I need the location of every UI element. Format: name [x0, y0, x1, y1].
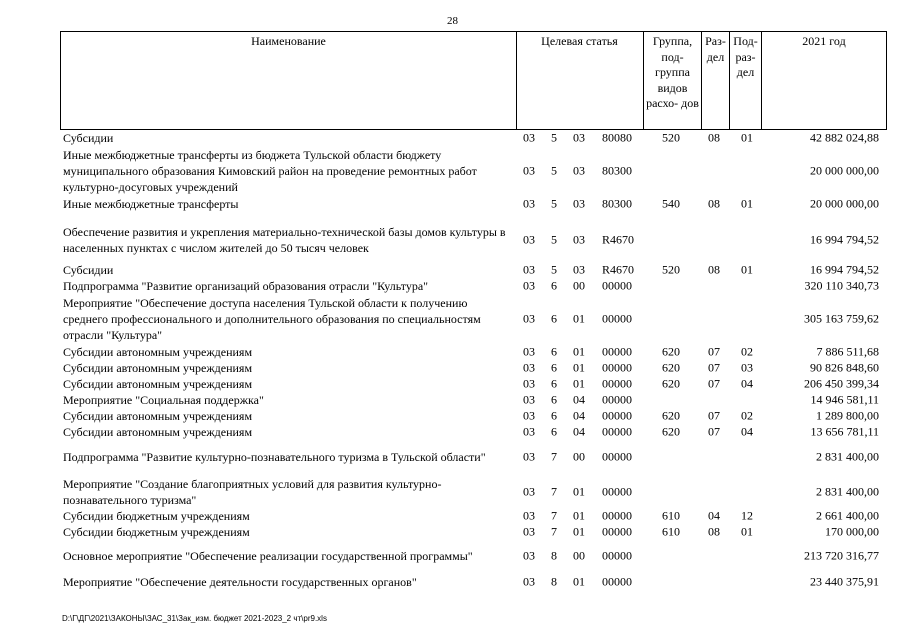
- row-code-c1: 03: [523, 360, 535, 375]
- table-header: [60, 31, 887, 130]
- row-code-c3: 00: [573, 449, 585, 464]
- row-code-c4: 00000: [602, 449, 632, 464]
- table-row: [0, 360, 905, 376]
- row-code-c1: 03: [523, 574, 535, 589]
- row-amount: 14 946 581,11: [810, 392, 879, 407]
- row-code-c4: 00000: [602, 392, 632, 407]
- row-code-c3: 03: [573, 196, 585, 211]
- row-code-c2: 7: [551, 524, 557, 539]
- table-row: [0, 376, 905, 392]
- row-code-c3: 03: [573, 163, 585, 178]
- table-row: [0, 278, 905, 294]
- row-name: Мероприятие "Создание благоприятных условий для развития культурно-познавательного туризма": [63, 476, 442, 507]
- row-code-c3: 04: [573, 408, 585, 423]
- row-code-c7: 01: [741, 524, 753, 539]
- row-code-c5: 520: [662, 262, 680, 277]
- row-amount: 2 661 400,00: [816, 508, 879, 523]
- row-code-c1: 03: [523, 449, 535, 464]
- row-code-c1: 03: [523, 408, 535, 423]
- row-code-c5: 620: [662, 360, 680, 375]
- row-code-c2: 7: [551, 508, 557, 523]
- header-subsection: Под- раз- дел: [733, 34, 758, 79]
- row-code-c4: 00000: [602, 408, 632, 423]
- row-code-c5: 620: [662, 344, 680, 359]
- row-code-c3: 01: [573, 574, 585, 589]
- row-code-c7: 03: [741, 360, 753, 375]
- header-section: Раз- дел: [705, 34, 726, 64]
- row-code-c1: 03: [523, 196, 535, 211]
- row-name: Субсидии автономным учреждениям: [63, 345, 253, 359]
- row-amount: 2 831 400,00: [816, 449, 879, 464]
- row-code-c3: 01: [573, 484, 585, 498]
- page-number: 28: [447, 15, 458, 27]
- file-path-footer: D:\Г\ДГ\2021\ЗАКОНЫ\ЗАС_31\Зак_изм. бюджет 2021-2023_2 чт\pr9.xls: [62, 614, 327, 623]
- row-name: Субсидии: [63, 263, 114, 277]
- row-code-c2: 6: [551, 311, 557, 326]
- row-name: Субсидии автономным учреждениям: [63, 409, 253, 423]
- row-name: Субсидии автономным учреждениям: [63, 425, 253, 439]
- row-name: Мероприятие "Социальная поддержка": [63, 393, 264, 407]
- row-name: Иные межбюджетные трансферты: [63, 197, 239, 211]
- row-code-c1: 03: [523, 484, 535, 498]
- row-code-c2: 7: [551, 449, 557, 464]
- row-code-c6: 07: [708, 360, 720, 375]
- row-name: Обеспечение развития и укрепления материально-технической базы домов культуры в населенных пунктах с числом жителей до 50 тысяч человек: [63, 225, 506, 255]
- row-code-c6: 08: [708, 262, 720, 277]
- row-code-c4: 80300: [602, 196, 632, 211]
- header-name: Наименование: [251, 34, 326, 48]
- row-code-c1: 03: [523, 508, 535, 523]
- table-row: [0, 196, 905, 212]
- row-code-c4: 00000: [602, 484, 632, 498]
- row-code-c5: 620: [662, 376, 680, 391]
- row-code-c1: 03: [523, 344, 535, 359]
- row-code-c2: 6: [551, 278, 557, 293]
- row-name: Субсидии автономным учреждениям: [63, 361, 253, 375]
- row-amount: 90 826 848,60: [810, 360, 879, 375]
- row-code-c3: 03: [573, 130, 585, 145]
- row-code-c3: 01: [573, 508, 585, 523]
- row-code-c4: 00000: [602, 311, 632, 326]
- row-code-c4: 00000: [602, 344, 632, 359]
- row-code-c4: 80080: [602, 130, 632, 145]
- row-code-c3: 01: [573, 311, 585, 326]
- row-code-c5: 620: [662, 424, 680, 439]
- row-code-c1: 03: [523, 278, 535, 293]
- row-amount: 42 882 024,88: [810, 130, 879, 145]
- header-group: Группа, под- группа видов расхо- дов: [646, 34, 699, 110]
- table-row: [0, 475, 905, 508]
- row-code-c3: 00: [573, 548, 585, 563]
- row-code-c4: 00000: [602, 424, 632, 439]
- row-code-c4: 00000: [602, 508, 632, 523]
- row-name: Мероприятие "Обеспечение доступа населения Тульской области к получению среднего профессионального и дополнительного образования по специальностям отрасли "Культура": [63, 296, 481, 342]
- row-amount: 1 289 800,00: [816, 408, 879, 423]
- row-code-c4: 00000: [602, 524, 632, 539]
- row-code-c4: 00000: [602, 360, 632, 375]
- row-code-c2: 6: [551, 360, 557, 375]
- row-code-c1: 03: [523, 311, 535, 326]
- row-code-c7: 02: [741, 408, 753, 423]
- table-row: [0, 344, 905, 360]
- table-row: [0, 508, 905, 524]
- row-code-c7: 04: [741, 376, 753, 391]
- row-code-c4: 00000: [602, 376, 632, 391]
- row-amount: 20 000 000,00: [810, 196, 879, 211]
- row-code-c4: 00000: [602, 574, 632, 589]
- row-code-c2: 5: [551, 130, 557, 145]
- row-code-c7: 01: [741, 196, 753, 211]
- header-year: 2021 год: [802, 34, 846, 48]
- row-code-c1: 03: [523, 262, 535, 277]
- row-code-c6: 08: [708, 130, 720, 145]
- row-code-c1: 03: [523, 524, 535, 539]
- row-code-c3: 01: [573, 524, 585, 539]
- row-code-c4: 80300: [602, 163, 632, 178]
- row-code-c2: 8: [551, 548, 557, 563]
- row-amount: 16 994 794,52: [810, 232, 879, 247]
- row-code-c1: 03: [523, 232, 535, 247]
- row-amount: 20 000 000,00: [810, 163, 879, 178]
- row-code-c2: 5: [551, 232, 557, 247]
- row-code-c1: 03: [523, 392, 535, 407]
- row-code-c6: 04: [708, 508, 720, 523]
- row-code-c3: 03: [573, 232, 585, 247]
- row-code-c4: 00000: [602, 278, 632, 293]
- row-name: Подпрограмма "Развитие культурно-познавательного туризма в Тульской области": [63, 450, 486, 464]
- row-code-c1: 03: [523, 376, 535, 391]
- row-name: Иные межбюджетные трансферты из бюджета Тульской области бюджету муниципального образования Кимовский район на проведение ремонтных работ культурно-досуговых учреждений: [63, 148, 477, 194]
- row-code-c2: 6: [551, 424, 557, 439]
- row-code-c6: 08: [708, 196, 720, 211]
- row-name: Основное мероприятие "Обеспечение реализации государственной программы": [63, 549, 473, 563]
- row-amount: 13 656 781,11: [810, 424, 879, 439]
- row-code-c3: 04: [573, 392, 585, 407]
- row-code-c6: 07: [708, 408, 720, 423]
- table-row: [0, 408, 905, 424]
- row-code-c6: 08: [708, 524, 720, 539]
- table-row: [0, 146, 905, 196]
- row-name: Мероприятие "Обеспечение деятельности государственных органов": [63, 575, 417, 589]
- row-code-c6: 07: [708, 424, 720, 439]
- row-name: Субсидии автономным учреждениям: [63, 377, 253, 391]
- row-code-c7: 01: [741, 262, 753, 277]
- header-target: Целевая статья: [541, 34, 618, 48]
- row-amount: 23 440 375,91: [810, 574, 879, 589]
- table-row: [0, 262, 905, 278]
- row-code-c2: 6: [551, 344, 557, 359]
- row-code-c3: 01: [573, 376, 585, 391]
- table-row: [0, 571, 905, 593]
- row-code-c3: 01: [573, 344, 585, 359]
- table-row: [0, 219, 905, 261]
- row-code-c2: 6: [551, 408, 557, 423]
- row-code-c2: 5: [551, 262, 557, 277]
- row-amount: 2 831 400,00: [816, 484, 879, 498]
- row-amount: 16 994 794,52: [810, 262, 879, 277]
- row-amount: 7 886 511,68: [816, 344, 879, 359]
- row-code-c1: 03: [523, 548, 535, 563]
- row-code-c4: R4670: [602, 262, 635, 277]
- row-code-c4: 00000: [602, 548, 632, 563]
- table-row: [0, 524, 905, 540]
- row-name: Субсидии: [63, 131, 114, 145]
- table-row: [0, 294, 905, 344]
- row-code-c5: 520: [662, 130, 680, 145]
- row-code-c2: 6: [551, 376, 557, 391]
- row-code-c5: 540: [662, 196, 680, 211]
- row-code-c5: 620: [662, 408, 680, 423]
- row-code-c7: 02: [741, 344, 753, 359]
- row-amount: 206 450 399,34: [804, 376, 879, 391]
- row-code-c2: 8: [551, 574, 557, 589]
- row-code-c6: 07: [708, 344, 720, 359]
- table-row: [0, 392, 905, 408]
- table-row: [0, 130, 905, 146]
- row-code-c5: 610: [662, 508, 680, 523]
- table-row: [0, 440, 905, 474]
- row-code-c7: 04: [741, 424, 753, 439]
- row-code-c1: 03: [523, 163, 535, 178]
- row-code-c7: 01: [741, 130, 753, 145]
- row-amount: 213 720 316,77: [804, 548, 879, 563]
- row-amount: 320 110 340,73: [804, 278, 879, 293]
- row-amount: 170 000,00: [825, 524, 879, 539]
- row-code-c1: 03: [523, 130, 535, 145]
- row-name: Подпрограмма "Развитие организаций образования отрасли "Культура": [63, 279, 429, 293]
- row-code-c3: 00: [573, 278, 585, 293]
- row-code-c6: 07: [708, 376, 720, 391]
- table-row: [0, 545, 905, 567]
- row-code-c3: 03: [573, 262, 585, 277]
- row-code-c5: 610: [662, 524, 680, 539]
- row-code-c3: 04: [573, 424, 585, 439]
- row-name: Субсидии бюджетным учреждениям: [63, 509, 250, 523]
- row-name: Субсидии бюджетным учреждениям: [63, 525, 250, 539]
- row-code-c2: 6: [551, 392, 557, 407]
- row-code-c2: 7: [551, 484, 557, 498]
- row-amount: 305 163 759,62: [804, 311, 879, 326]
- row-code-c1: 03: [523, 424, 535, 439]
- table-row: [0, 424, 905, 440]
- row-code-c2: 5: [551, 196, 557, 211]
- row-code-c2: 5: [551, 163, 557, 178]
- row-code-c4: R4670: [602, 232, 635, 247]
- row-code-c7: 12: [741, 508, 753, 523]
- row-code-c3: 01: [573, 360, 585, 375]
